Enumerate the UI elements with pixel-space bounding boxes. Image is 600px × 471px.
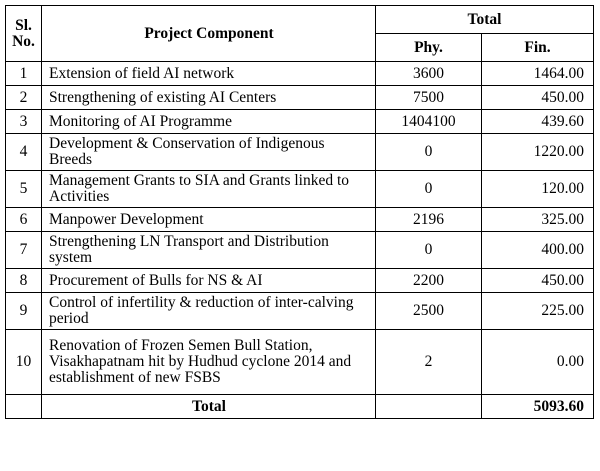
table-row: [6, 86, 594, 110]
row-phy: 7500: [376, 86, 482, 110]
row-phy: 1404100: [376, 110, 482, 134]
header-sl-no: Sl. No.: [6, 6, 42, 62]
row-fin: 1220.00: [482, 134, 594, 171]
row-component: Strengthening LN Transport and Distribution system: [42, 232, 376, 269]
row-fin: 400.00: [482, 232, 594, 269]
table-row: [6, 62, 594, 86]
row-component: Strengthening of existing AI Centers: [42, 86, 376, 110]
row-sl: 10: [6, 330, 42, 395]
header-project-component: Project Component: [42, 6, 376, 62]
header-fin: Fin.: [482, 34, 594, 62]
row-component: Management Grants to SIA and Grants linked to Activities: [42, 171, 376, 208]
row-fin: 325.00: [482, 208, 594, 232]
row-fin: 225.00: [482, 293, 594, 330]
project-table-container: [5, 5, 594, 419]
row-component: Procurement of Bulls for NS & AI: [42, 269, 376, 293]
row-sl: 5: [6, 171, 42, 208]
table-row: [6, 330, 594, 395]
table-row: [6, 293, 594, 330]
total-phy-empty: [376, 395, 482, 419]
row-fin: 1464.00: [482, 62, 594, 86]
table-row: [6, 171, 594, 208]
table-row: [6, 208, 594, 232]
table-header-row: [6, 6, 594, 34]
total-fin: 5093.60: [482, 395, 594, 419]
row-fin: 450.00: [482, 269, 594, 293]
row-sl: 1: [6, 62, 42, 86]
table-total-row: [6, 395, 594, 419]
row-component: Renovation of Frozen Semen Bull Station, Visakhapatnam hit by Hudhud cyclone 2014 and establishment of new FSBS: [42, 330, 376, 395]
row-phy: 2200: [376, 269, 482, 293]
row-fin: 120.00: [482, 171, 594, 208]
table-row: [6, 110, 594, 134]
row-phy: 0: [376, 171, 482, 208]
header-phy: Phy.: [376, 34, 482, 62]
row-component: Development & Conservation of Indigenous Breeds: [42, 134, 376, 171]
row-phy: 0: [376, 232, 482, 269]
row-phy: 0: [376, 134, 482, 171]
row-fin: 439.60: [482, 110, 594, 134]
row-sl: 7: [6, 232, 42, 269]
total-sl-empty: [6, 395, 42, 419]
total-label: Total: [42, 395, 376, 419]
row-sl: 3: [6, 110, 42, 134]
table-row: [6, 232, 594, 269]
header-total: Total: [376, 6, 594, 34]
project-component-table: [5, 5, 594, 419]
row-sl: 9: [6, 293, 42, 330]
row-component: Extension of field AI network: [42, 62, 376, 86]
table-row: [6, 269, 594, 293]
row-phy: 2500: [376, 293, 482, 330]
row-sl: 6: [6, 208, 42, 232]
row-component: Manpower Development: [42, 208, 376, 232]
row-fin: 450.00: [482, 86, 594, 110]
row-component: Monitoring of AI Programme: [42, 110, 376, 134]
row-sl: 2: [6, 86, 42, 110]
row-phy: 2196: [376, 208, 482, 232]
row-sl: 4: [6, 134, 42, 171]
row-phy: 3600: [376, 62, 482, 86]
row-fin: 0.00: [482, 330, 594, 395]
table-row: [6, 134, 594, 171]
row-phy: 2: [376, 330, 482, 395]
row-component: Control of infertility & reduction of inter-calving period: [42, 293, 376, 330]
row-sl: 8: [6, 269, 42, 293]
